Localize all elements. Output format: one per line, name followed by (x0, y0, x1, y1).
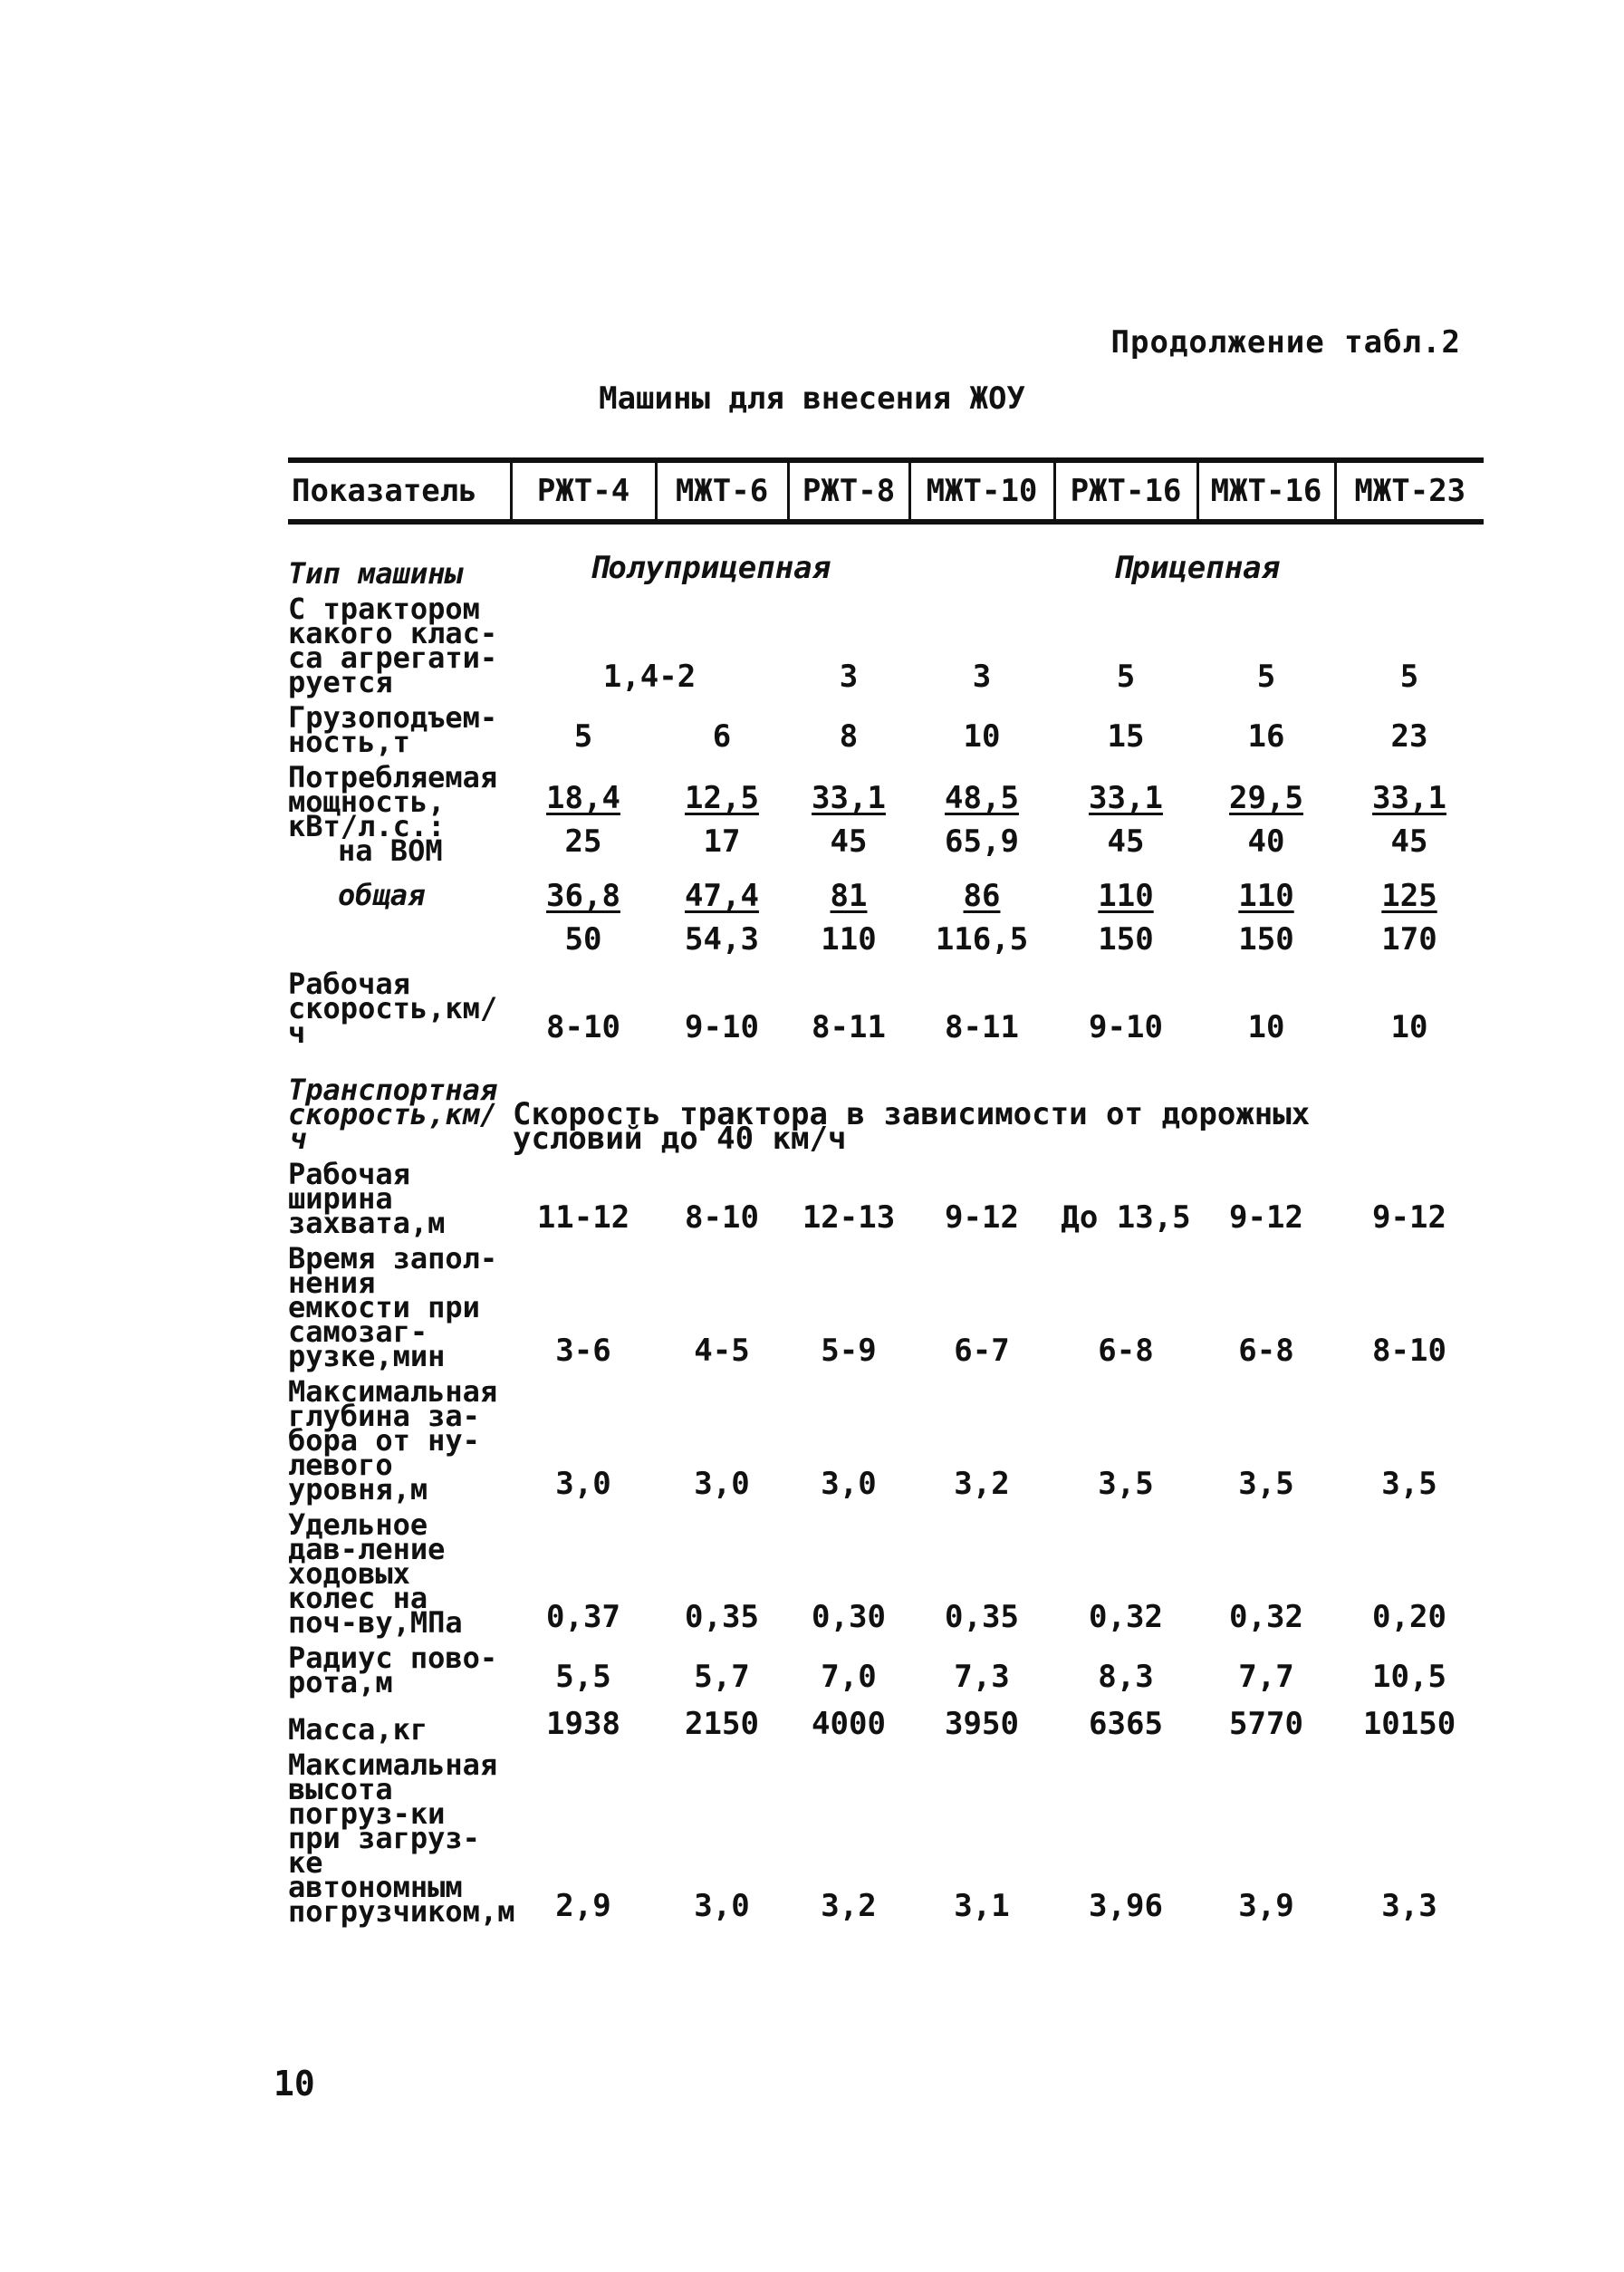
row-label: общая (338, 878, 426, 912)
table-cell: 10,5 (1372, 1659, 1446, 1695)
table-cell: 1938 (546, 1706, 620, 1742)
total-kw: 81 (830, 878, 868, 914)
pto-hp: 65,9 (945, 823, 1019, 860)
table-cell: 3,0 (694, 1466, 750, 1502)
row-label: Рабочая ширина захвата,м (288, 1157, 446, 1240)
total-hp: 150 (1238, 921, 1294, 958)
row-label: Удельное дав-ление ходовых колес на поч-ву,МПа (288, 1507, 463, 1640)
table-cell: 3,9 (1238, 1888, 1294, 1924)
table-row (288, 702, 1484, 762)
pto-kw: 29,5 (1229, 780, 1303, 816)
row-label: Максимальная высота погруз-ки при загруз-ке автономным погрузчиком,м (288, 1747, 515, 1929)
row-label (288, 762, 511, 871)
fraction-cell (909, 871, 1054, 968)
table-row (288, 593, 1484, 702)
total-hp: 50 (564, 921, 602, 958)
continuation-note: Продолжение табл.2 (1110, 324, 1461, 361)
fraction-cell (788, 762, 909, 871)
fraction-cell (656, 762, 788, 871)
table-cell: 4000 (812, 1706, 886, 1742)
table-cell: Прицепная (1112, 550, 1281, 586)
header-cell: МЖТ-6 (656, 460, 788, 522)
table-cell: 10 (1247, 1009, 1285, 1045)
table-cell: Полуприцепная (589, 550, 831, 586)
table-cell: 3,0 (821, 1466, 877, 1502)
table-cell: 3,1 (954, 1888, 1010, 1924)
table-cell: 9-10 (685, 1009, 759, 1045)
header-cell: РЖТ-16 (1054, 460, 1197, 522)
table-cell: 8-10 (685, 1199, 759, 1236)
pto-kw: 33,1 (1089, 780, 1163, 816)
table-cell: 6-8 (1238, 1333, 1294, 1369)
table-cell: 5,7 (694, 1659, 750, 1695)
pto-hp: 25 (564, 823, 602, 860)
pto-hp: 45 (1107, 823, 1145, 860)
table-row (288, 1642, 1484, 1702)
table-cell: 3 (972, 659, 992, 695)
pto-label: на ВОМ (338, 833, 443, 868)
table-row (288, 1509, 1484, 1642)
fraction-cell (1335, 762, 1484, 871)
table-cell: 3,5 (1238, 1466, 1294, 1502)
table-cell: 0,20 (1372, 1599, 1446, 1635)
table-row (288, 546, 1484, 593)
table-cell: 8-11 (812, 1009, 886, 1045)
fraction-cell (1197, 871, 1335, 968)
pto-hp: 17 (703, 823, 741, 860)
table-cell: 5,5 (555, 1659, 611, 1695)
table-cell: 2150 (685, 1706, 759, 1742)
pto-kw: 18,4 (546, 780, 620, 816)
table-cell: 6365 (1089, 1706, 1163, 1742)
table-cell: 2,9 (555, 1888, 611, 1924)
total-kw: 110 (1238, 878, 1294, 914)
table-cell: 9-10 (1089, 1009, 1163, 1045)
table-cell: 0,32 (1089, 1599, 1163, 1635)
table-cell: 5 (1399, 659, 1419, 695)
row-label: Время запол-нения емкости при самозаг-рузке,мин (288, 1241, 498, 1373)
table-cell: 8-10 (1372, 1333, 1446, 1369)
table-cell: 0,32 (1229, 1599, 1303, 1635)
row-label: Радиус пово-рота,м (288, 1641, 498, 1699)
table-cell: 16 (1247, 718, 1285, 755)
pto-kw: 48,5 (945, 780, 1019, 816)
table-row (288, 1243, 1484, 1376)
table-cell: 5-9 (821, 1333, 877, 1369)
total-kw: 36,8 (546, 878, 620, 914)
header-row (288, 460, 1484, 522)
table-row (288, 871, 1484, 968)
table-cell: 0,35 (945, 1599, 1019, 1635)
table-cell: 5 (1116, 659, 1136, 695)
table-cell: 5 (1256, 659, 1276, 695)
row-label: Грузоподъем-ность,т (288, 700, 498, 759)
table-cell: 10150 (1362, 1706, 1456, 1742)
header-cell: МЖТ-16 (1197, 460, 1335, 522)
row-label: С трактором какого клас-са агрегати-руется (288, 592, 498, 699)
table-row (288, 762, 1484, 871)
fraction-cell (1335, 871, 1484, 968)
table-cell: 6-7 (954, 1333, 1010, 1369)
row-label: Максимальная глубина за-бора от ну-левого уровня,м (288, 1374, 498, 1507)
table-cell: 3 (839, 659, 859, 695)
total-hp: 150 (1098, 921, 1154, 958)
table-cell: 3,0 (694, 1888, 750, 1924)
table-cell: 0,35 (685, 1599, 759, 1635)
table-cell: 12-13 (802, 1199, 896, 1236)
fraction-cell (1054, 762, 1197, 871)
total-hp: 110 (821, 921, 877, 958)
total-hp: 116,5 (935, 921, 1029, 958)
table-cell: 8 (839, 718, 859, 755)
fraction-cell (1197, 762, 1335, 871)
fraction-cell (511, 762, 656, 871)
row-label: Транспортная скорость,км/ч (288, 1073, 498, 1156)
total-kw: 110 (1098, 878, 1154, 914)
table-cell: 3,3 (1381, 1888, 1437, 1924)
table-cell: 1,4-2 (602, 659, 697, 695)
table-cell: 4-5 (694, 1333, 750, 1369)
pto-hp: 40 (1247, 823, 1285, 860)
table-cell: 3,5 (1381, 1466, 1437, 1502)
table-cell: 6-8 (1098, 1333, 1154, 1369)
table-cell: 8-10 (546, 1009, 620, 1045)
table-cell: 3,2 (954, 1466, 1010, 1502)
fraction-cell (656, 871, 788, 968)
total-kw: 125 (1381, 878, 1437, 914)
row-label: Рабочая скорость,км/ч (288, 967, 498, 1050)
header-cell: РЖТ-4 (511, 460, 656, 522)
table-cell: 8-11 (945, 1009, 1019, 1045)
pto-hp: 45 (1390, 823, 1428, 860)
table-row (288, 1159, 1484, 1243)
pto-hp: 45 (830, 823, 868, 860)
table-cell: 9-12 (1229, 1199, 1303, 1236)
header-cell: Показатель (288, 460, 511, 522)
fraction-cell (788, 871, 909, 968)
table-cell: 11-12 (536, 1199, 630, 1236)
table-cell: 7,0 (821, 1659, 877, 1695)
table-cell: 9-12 (1372, 1199, 1446, 1236)
pto-kw: 12,5 (685, 780, 759, 816)
table-cell: 8,3 (1098, 1659, 1154, 1695)
table-cell: 23 (1390, 718, 1428, 755)
table-cell: 5 (573, 718, 593, 755)
table-title: Машины для внесения ЖОУ (599, 380, 1025, 417)
header-cell: МЖТ-23 (1335, 460, 1484, 522)
table-cell: 3-6 (555, 1333, 611, 1369)
table-cell: 6 (712, 718, 732, 755)
table-cell: До 13,5 (1061, 1199, 1191, 1236)
row-label: Масса,кг (288, 1712, 428, 1747)
total-kw: 47,4 (685, 878, 759, 914)
total-hp: 170 (1381, 921, 1437, 958)
power-label: Потребляемая мощность, кВт/л.с.: (288, 760, 498, 843)
header-cell: МЖТ-10 (909, 460, 1054, 522)
table-cell: Скорость трактора в зависимости от дорожных условий до 40 км/ч (513, 1096, 1311, 1157)
table-cell: 0,30 (812, 1599, 886, 1635)
table-cell: 7,7 (1238, 1659, 1294, 1695)
table-row (288, 1702, 1484, 1749)
table-row (288, 1749, 1484, 1931)
machines-table (288, 457, 1484, 1931)
table-row (288, 1376, 1484, 1509)
table-cell: 15 (1107, 718, 1145, 755)
table-cell: 10 (1390, 1009, 1428, 1045)
table-cell: 9-12 (945, 1199, 1019, 1236)
table-cell: 3,5 (1098, 1466, 1154, 1502)
total-hp: 54,3 (685, 921, 759, 958)
table-cell: 10 (963, 718, 1001, 755)
table-cell: 7,3 (954, 1659, 1010, 1695)
table-cell: 3950 (945, 1706, 1019, 1742)
table-row (288, 1074, 1484, 1159)
page-number: 10 (274, 2064, 315, 2104)
fraction-cell (909, 762, 1054, 871)
pto-kw: 33,1 (1372, 780, 1446, 816)
table-cell: 5770 (1229, 1706, 1303, 1742)
table-cell: 0,37 (546, 1599, 620, 1635)
fraction-cell (1054, 871, 1197, 968)
fraction-cell (511, 871, 656, 968)
table-row (288, 968, 1484, 1053)
table-cell: 3,96 (1089, 1888, 1163, 1924)
total-kw: 86 (963, 878, 1001, 914)
header-cell: РЖТ-8 (788, 460, 909, 522)
table-cell: 3,2 (821, 1888, 877, 1924)
row-label: Тип машины (288, 556, 463, 591)
table-cell: 3,0 (555, 1466, 611, 1502)
pto-kw: 33,1 (812, 780, 886, 816)
